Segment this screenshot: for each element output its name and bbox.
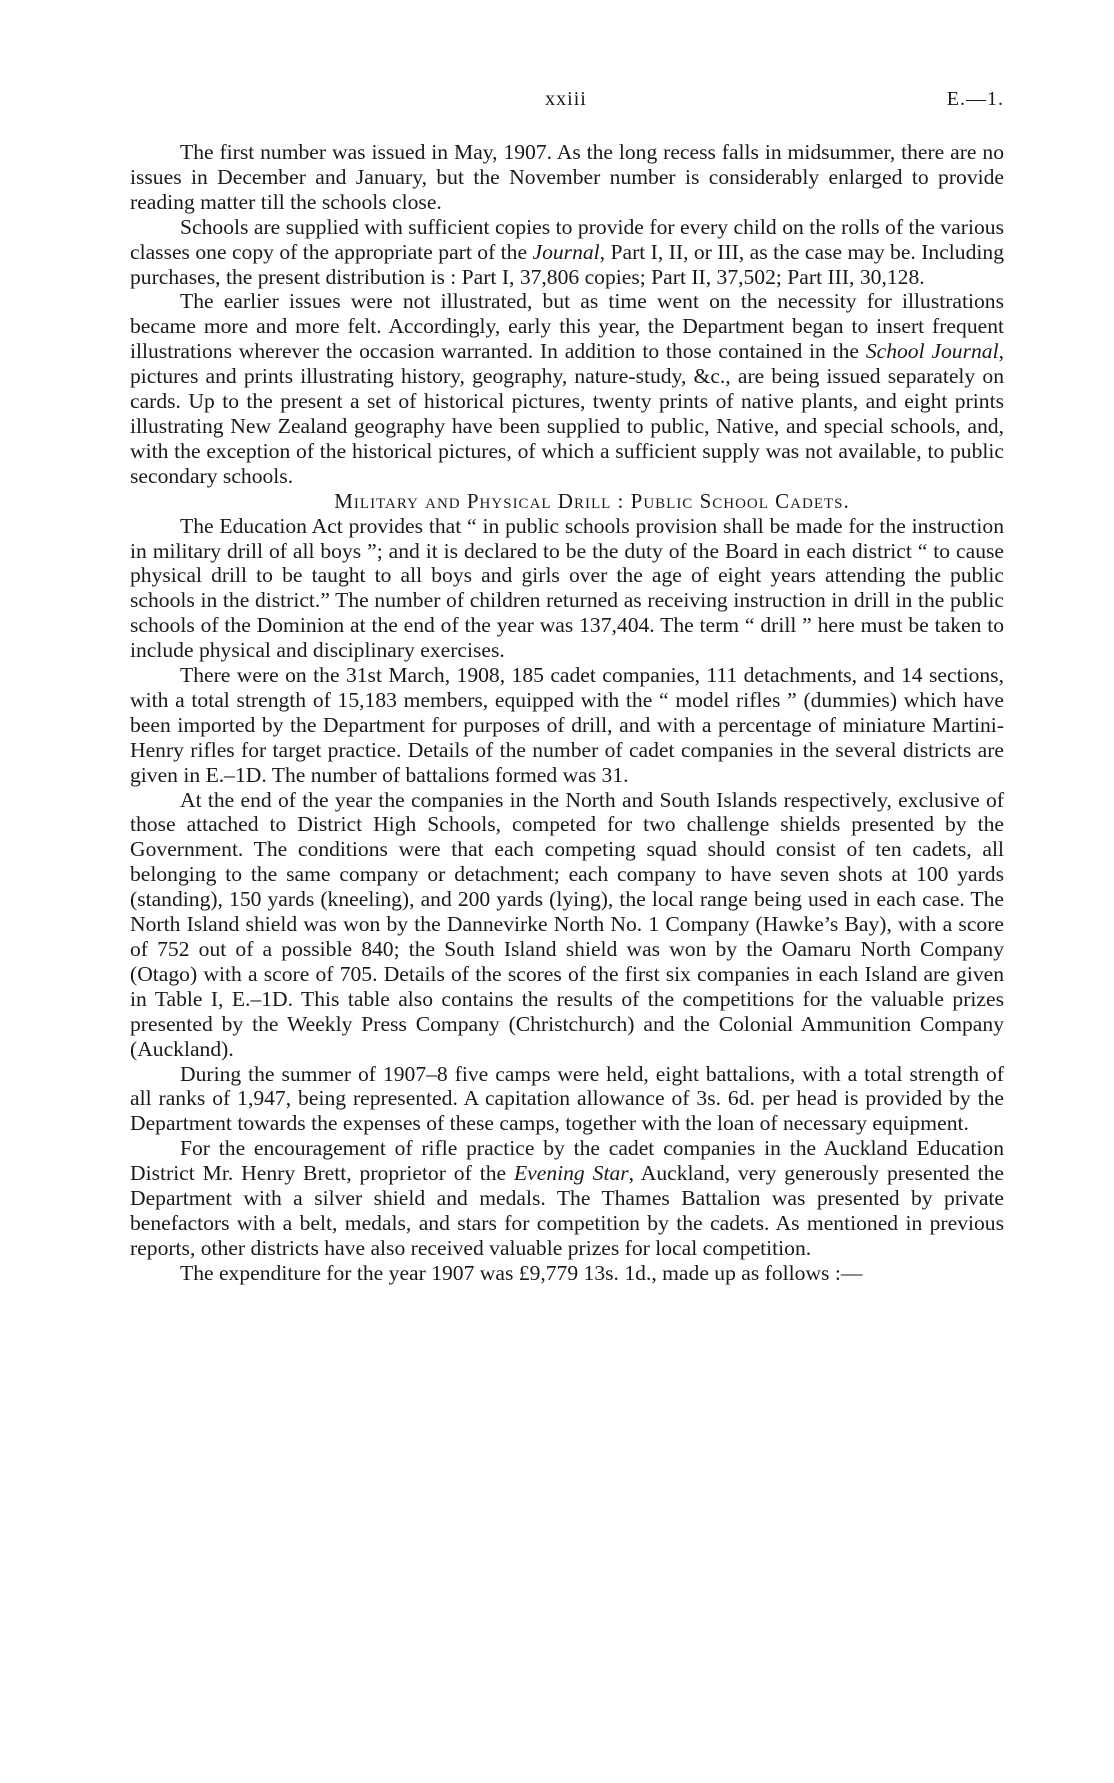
paragraph-cadet-companies: There were on the 31st March, 1908, 185 cadet companies, 111 detachments, and 14 sections, with a total strength of 15,183 members, equipped with the “ model rifles ” (dummies) which have been imported by the Department for purposes of drill, and with a percentage of miniature Martini-Henry rifles for target practice. Details of the number of cadet companies in the several districts are given in E.–1D. The number of battalions formed was 31.	[130, 663, 1004, 787]
page-header	[128, 88, 1004, 118]
document-code: E.—1.	[946, 88, 1004, 110]
evening-star-title-italic: Evening Star	[513, 1161, 629, 1186]
paragraph-challenge-shields: At the end of the year the companies in the North and South Islands respectively, exclusive of those attached to District High Schools, competed for two challenge shields presented by the Government. The conditions were that each competing squad should consist of ten cadets, all belonging to the same company or detachment; each company to have seven shots at 100 yards (standing), 150 yards (kneeling), and 200 yards (lying), the local range being used in each case. The North Island shield was won by the Dannevirke North No. 1 Company (Hawke’s Bay), with a score of 752 out of a possible 840; the South Island shield was won by the Oamaru North Company (Otago) with a score of 705. Details of the scores of the first six companies in each Island are given in Table I, E.–1D. This table also contains the results of the competitions for the valuable prizes presented by the Weekly Press Company (Christchurch) and the Colonial Ammunition Company (Auckland).	[130, 787, 1004, 1061]
paragraph-expenditure: The expenditure for the year 1907 was £9,779 13s. 1d., made up as follows :—	[180, 1260, 863, 1285]
journal-title-italic: Journal	[532, 239, 600, 264]
section-heading-military-drill: Military and Physical Drill : Public School Cadets.	[334, 488, 850, 513]
page-body	[130, 140, 1004, 1286]
paragraph-rifle-practice: For the encouragement of rifle practice by the cadet companies in the Auckland Education District Mr. Henry Brett, proprietor of the Evening Star, Auckland, very generously presented the Department with a silver shield and medals. The Thames Battalion was presented by private benefactors with a belt, medals, and stars for competition by the cadets. As mentioned in previous reports, other districts have also received valuable prizes for local competition.	[130, 1136, 1004, 1260]
paragraph-journal-illustrations: The earlier issues were not illustrated, but as time went on the necessity for illustrations became more and more felt. Accordingly, early this year, the Department began to insert frequent illustrations wherever the occasion warranted. In addition to those contained in the School Journal, pictures and prints illustrating history, geography, nature-study, &c., are being issued separately on cards. Up to the present a set of historical pictures, twenty prints of native plants, and eight prints illustrating New Zealand geography have been supplied to public, Native, and special schools, and, with the exception of the historical pictures, of which a sufficient supply was not available, to public secondary schools.	[130, 289, 1004, 488]
page-number: xxiii	[545, 88, 587, 110]
school-journal-title-italic: School Journal	[865, 339, 999, 364]
paragraph-journal-distribution: Schools are supplied with sufficient copies to provide for every child on the rolls of the various classes one copy of the appropriate part of the Journal, Part I, II, or III, as the case may be. Including purchases, the present distribution is : Part I, 37,806 copies; Part II, 37,502; Part III, 30,128.	[130, 214, 1004, 289]
paragraph-education-act: The Education Act provides that “ in public schools provision shall be made for the instruction in military drill of all boys ”; and it is declared to be the duty of the Board in each district “ to cause physical drill to be taught to all boys and girls over the age of eight years attending the public schools in the district.” The number of children returned as receiving instruction in drill in the public schools of the Dominion at the end of the year was 137,404. The term “ drill ” here must be taken to include physical and disciplinary exercises.	[130, 513, 1004, 663]
paragraph-summer-camps: During the summer of 1907–8 five camps were held, eight battalions, with a total strength of all ranks of 1,947, being represented. A capitation allowance of 3s. 6d. per head is provided by the Department towards the expenses of these camps, together with the loan of necessary equipment.	[130, 1061, 1004, 1136]
paragraph-journal-first-issue: The first number was issued in May, 1907. As the long recess falls in midsummer, there are no issues in December and January, but the November number is considerably enlarged to provide reading matter till the schools close.	[130, 140, 1004, 214]
